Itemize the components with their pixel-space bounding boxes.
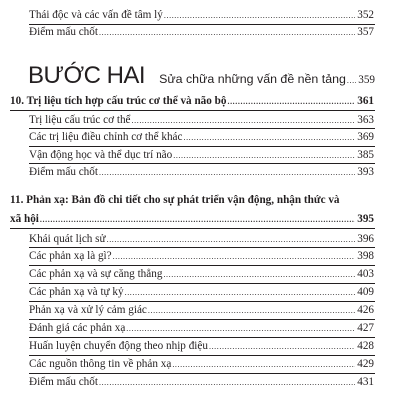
- toc-entry: [29, 376, 374, 389]
- toc-entry-label: Huấn luyện chuyển động theo nhịp điệu: [29, 340, 208, 352]
- entry-divider: [29, 265, 375, 266]
- toc-entry: [29, 114, 374, 127]
- chapter-title: 10. Trị liệu tích hợp cấu trúc cơ thể và não bộ: [10, 95, 227, 107]
- toc-entry-page: 369: [357, 131, 374, 143]
- toc-entry-page: 398: [357, 250, 374, 262]
- chapter-title-line: xã hội: [10, 213, 39, 225]
- dot-leader: [183, 131, 355, 144]
- toc-entry-label: Điểm mấu chốt: [29, 166, 98, 178]
- toc-entry: [29, 250, 374, 263]
- entry-divider: [29, 146, 375, 147]
- part-heading: [28, 62, 375, 90]
- entry-divider: [29, 373, 375, 374]
- toc-entry: [29, 233, 374, 246]
- chapter-heading-continued: [10, 213, 374, 226]
- entry-divider: [29, 355, 375, 356]
- toc-entry: [29, 340, 374, 353]
- entry-divider: [29, 247, 375, 248]
- toc-entry-page: 431: [357, 376, 374, 388]
- entry-divider: [29, 319, 375, 320]
- toc-entry: [29, 286, 374, 299]
- dot-leader: [172, 358, 355, 371]
- entry-divider: [29, 337, 375, 338]
- dot-leader: [113, 250, 356, 263]
- part-title: BƯỚC HAI: [28, 62, 146, 89]
- toc-entry-label: Các trị liệu điều chỉnh cơ thể khác: [29, 131, 183, 143]
- dot-leader: [347, 76, 356, 85]
- toc-entry: [29, 268, 374, 281]
- dot-leader: [173, 149, 355, 162]
- dot-leader: [227, 95, 355, 108]
- part-page: 359: [358, 74, 375, 86]
- dot-leader: [126, 322, 355, 335]
- chapter-heading: [10, 192, 366, 208]
- toc-entry: [29, 149, 374, 162]
- chapter-page: 361: [357, 95, 374, 107]
- toc-entry: [29, 26, 374, 39]
- dot-leader: [107, 233, 356, 246]
- toc-entry-page: 396: [357, 233, 374, 245]
- toc-entry-label: Vận động học và thể dục trí não: [29, 149, 173, 161]
- chapter-title-line: 11. Phản xạ: Bản đồ chi tiết cho sự phát triển vận động, nhận thức và: [10, 194, 340, 206]
- entry-divider: [29, 24, 375, 25]
- toc-entry: [29, 131, 374, 144]
- toc-entry-page: 429: [357, 358, 374, 370]
- entry-divider: [29, 128, 375, 129]
- part-subtitle: Sửa chữa những vấn đề nền tảng: [159, 72, 346, 86]
- dot-leader: [163, 268, 355, 281]
- toc-entry: [29, 322, 374, 335]
- entry-divider: [29, 283, 375, 284]
- toc-entry: [29, 166, 374, 179]
- toc-entry-page: 357: [357, 26, 374, 38]
- toc-entry-page: 427: [357, 322, 374, 334]
- chapter-divider: [10, 110, 375, 111]
- dot-leader: [164, 9, 355, 22]
- toc-entry-label: Điểm mấu chốt: [29, 26, 98, 38]
- dot-leader: [99, 166, 355, 179]
- toc-entry-page: 363: [357, 114, 374, 126]
- toc-entry-label: Phản xạ và xử lý cảm giác: [29, 304, 147, 316]
- toc-entry-page: 352: [357, 9, 374, 21]
- dot-leader: [148, 304, 355, 317]
- toc-entry-label: Đánh giá các phản xạ: [29, 322, 126, 334]
- toc-entry-page: 385: [357, 149, 374, 161]
- dot-leader: [99, 376, 355, 389]
- toc-entry-page: 403: [357, 268, 374, 280]
- dot-leader: [40, 213, 355, 226]
- toc-entry-page: 393: [357, 166, 374, 178]
- toc-entry-label: Trị liệu cấu trúc cơ thể: [29, 114, 131, 126]
- entry-divider: [29, 301, 375, 302]
- chapter-page: 395: [357, 213, 374, 225]
- chapter-heading: [10, 95, 374, 108]
- dot-leader: [125, 286, 356, 299]
- toc-entry: [29, 304, 374, 317]
- entry-divider: [29, 163, 375, 164]
- toc-entry-label: Điểm mấu chốt: [29, 376, 98, 388]
- toc-entry: [29, 358, 374, 371]
- toc-entry: [29, 9, 374, 22]
- toc-entry-page: 428: [357, 340, 374, 352]
- dot-leader: [209, 340, 355, 353]
- toc-entry-label: Các nguồn thông tin về phản xạ: [29, 358, 172, 370]
- toc-entry-page: 409: [357, 286, 374, 298]
- toc-entry-label: Thái độc và các vấn đề tâm lý: [29, 9, 163, 21]
- dot-leader: [132, 114, 356, 127]
- toc-entry-page: 426: [357, 304, 374, 316]
- toc-entry-label: Các phản xạ là gì?: [29, 250, 112, 262]
- toc-entry-label: Các phản xạ và tự kỷ: [29, 286, 124, 298]
- dot-leader: [99, 26, 355, 39]
- toc-entry-label: Khái quát lịch sử: [29, 233, 106, 245]
- chapter-divider: [10, 228, 375, 229]
- toc-entry-label: Các phản xạ và sự căng thẳng: [29, 268, 163, 280]
